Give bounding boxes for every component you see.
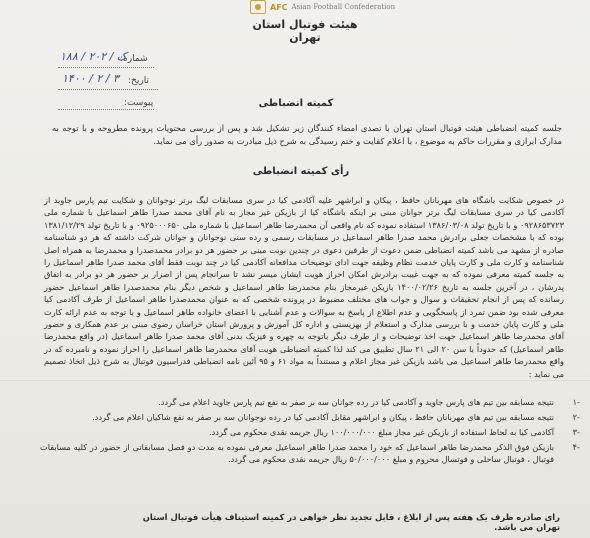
- intro-paragraph: جلسه کمیته انضباطی هیئت فوتبال استان تهران با تصدی امضاء کنندگان زیر تشکیل شد و پس از بررسی محتویات پرونده مطروحه و با توجه به مدارک ابرازی و مقررات حاکم به موضوع ، با اعلام کفایت و ختم رسیدگی به شرح ذیل مبادرت به صدور رأی می نماید.: [52, 123, 562, 146]
- afc-abbreviation: AFC: [270, 2, 288, 12]
- number-underline: [58, 66, 154, 68]
- decision-text: نتیجه مسابقه بین تیم های مهربانان حافظ ، پیکان و ابراشهر مقابل آکادمی کیا در رده نوجوانان سه بر صفر به نفع شاکیان اعلام می گردد.: [92, 412, 554, 422]
- appeal-notice: رای صادره ظرف یک هفته پس از ابلاغ ، قابل تجدید نظر خواهی در کمیته استیناف هیأت فوتبال استان تهران می باشد.: [142, 512, 560, 532]
- attachment-label: پیوست:: [124, 98, 154, 108]
- date-underline: [58, 88, 158, 90]
- decision-item: [40, 441, 580, 465]
- decision-item: [40, 411, 580, 423]
- decision-text: آکادمی کیا به لحاظ استفاده از بازیکن غیر مجاز مبلغ ۱۰۰/۰۰۰/۰۰۰ ریال جریمه نقدی محکوم می گردد.: [209, 427, 554, 437]
- decision-item: [40, 426, 580, 438]
- attachment-underline: [58, 108, 154, 110]
- afc-full-name: Asian Football Confederation: [291, 3, 396, 11]
- decision-item: [40, 396, 580, 408]
- committee-title: کمیته انضباطی: [258, 98, 334, 109]
- decision-number: -۱: [572, 397, 580, 407]
- ruling-body: در خصوص شکایت باشگاه های مهربانان حافظ ، پیکان و ابراشهر علیه آکادمی کیا در سری مسابقات لیگ برتر نوجوانان و شکایت تیم پارس جاوید از آکادمی کیا در سری مسابقات لیگ برتر جوانان مبنی بر اینکه باشگاه کیا از بازیکن غیر مجاز به نام آقای محمد صدرا طاهر اسماعیل با شماره ملی ۰۹۲۸۶۵۳۷۲۳ و با تاریخ تولد ۱۳۸۶/۰۳/۰۸ استفاده نموده که نام واقعی آن محمدرضا طاهر اسماعیل با شماره ملی ۰۹۲۵۰۰۰۶۵۰ و با تاریخ تولد ۱۳۸۱/۱۲/۲۹ بوده که با مشخصات جعلی برادرش محمد صدرا طاهر اسماعیل در مسابقات رسمی و رده سنی نوجوانان و جوانان شرکت داشته که هر دو شناسنامه صادره از مشهد می باشد کمیته انضباطی ضمن دعوت از طرفین دعوی در چندین نوبت مبنی بر حضور هر دو برادر محمدصدرا و محمدرضا به همراه اصل شناسنامه و کارت ملی و کارت پایان خدمت نظام وظیفه جهت ادای توضیحات مدافعانه آکادمی کیا در چند نوبت فقط آقای محمد صدرا طاهر اسماعیل را به جلسه کمیته معرفی نموده که به جهت غیبت برادرش امکان احراز هویت ایشان میسر نشد تا سرانجام پس از اصرار بر حضور هر دو برادر به اتفاق پدرشان ، در آخرین جلسه به تاریخ ۱۴۰۰/۰۲/۲۶ بازیکن غیرمجاز بنام محمدرضا طاهر اسماعیل و شخص دیگر بنام محمدصدرا طاهر اسماعیل حضور رسانده که پس از انجام تحقیقات و سوال و جواب های مختلف مضبوط در پرونده شخصی که به عنوان محمدصدرا طاهر اسماعیل از طرف آکادمی کیا معرفی شده بود ضمن تمرد از پاسخگویی و عدم اطلاع از پاسخ به سوالات و عدم آشنایی با اعضای خانواده طاهر اسماعیل و با توجه به عدم ارائه کارت ملی و کارت پایان خدمت و با بررسی مدارک و استعلام از بهزیستی و اداره کل آموزش و پرورش استان خراسان رضوی مبنی بر عدم همکاری و حضور آقای محمدرضا طاهر اسماعیل جهت اخذ توضیحات و از طرف دیگر باتوجه به چهره و فیزیک بدنی آقای محمد صدرا طاهر اسماعیل (در واقع محمدرضا طاهر اسماعیل) که حدوداً با سن ۲۰ الی ۲۱ سال تطبیق می کند لذا کمیته انضباطی هویت آقای محمدرضا طاهر اسماعیل را احراز نموده و نامبرده که در واقع محمدرضا طاهر اسماعیل می باشد بازیکن غیر مجاز اعلام و مستنداً به مواد ۶۱ و ۹۵ آئین نامه انضباطی فدراسیون فوتبال به شرح ذیل اتخاذ تصمیم می نماید :: [44, 195, 564, 379]
- date-value: ۱۴۰۰ / ۲ / ۳: [62, 72, 119, 85]
- letterhead: [0, 0, 590, 44]
- ruling-title: رأی کمیته انضباطی: [252, 166, 350, 177]
- afc-logo-icon: [250, 0, 266, 14]
- afc-brand: [250, 0, 395, 14]
- number-value: ۱۸۸ / ک / ۲۰۲: [60, 50, 127, 63]
- number-label: شماره:: [120, 54, 148, 64]
- organization-title: هیئت فوتبال استان تهران: [252, 18, 358, 44]
- decision-number: -۴: [572, 442, 580, 452]
- decision-text: نتیجه مسابقه بین تیم های پارس جاوید و آکادمی کیا در رده جوانان سه بر صفر به نفع تیم پارس جاوید اعلام می گردد.: [158, 397, 554, 407]
- decision-text: بازیکن فوق الذکر محمدرضا طاهر اسماعیل که خود را محمد صدرا طاهر اسماعیل معرفی نموده به مدت دو فصل مسابقاتی از حضور در کلیه مسابقات فوتبال ، فوتبال ساحلی و فوتسال محروم و مبلغ ۵۰/۰۰۰/۰۰۰ ریال جریمه نقدی محکوم می گردد.: [40, 442, 554, 464]
- date-label: تاریخ:: [128, 76, 149, 86]
- paper-fold: [0, 380, 590, 381]
- decision-number: -۳: [572, 427, 580, 437]
- decision-number: -۲: [572, 412, 580, 422]
- decision-list: [40, 396, 580, 468]
